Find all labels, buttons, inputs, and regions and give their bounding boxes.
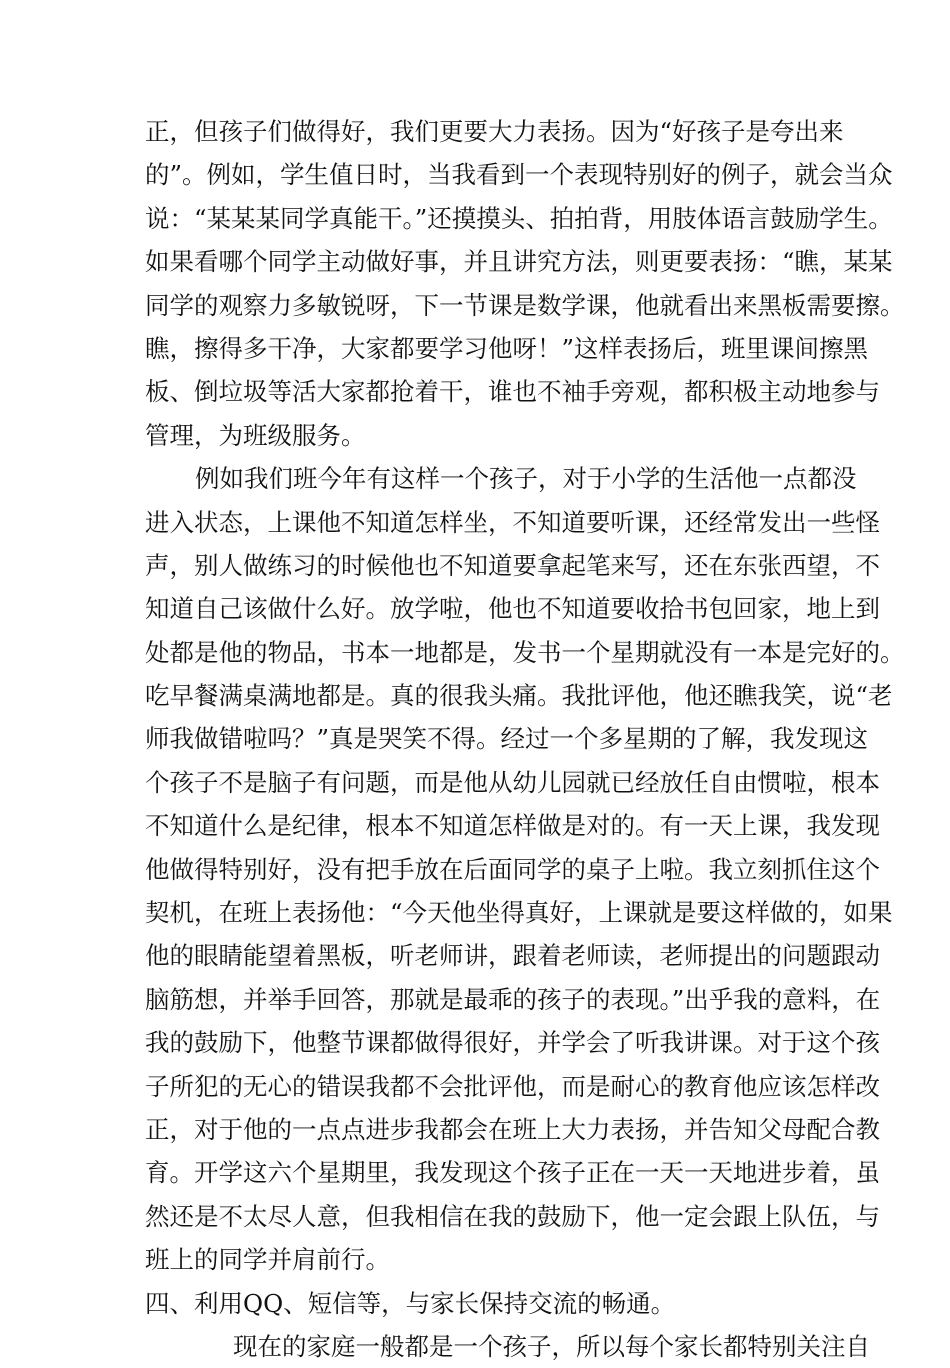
text-line: 知道自己该做什么好。放学啦，他也不知道要收拾书包回家，地上到 (145, 594, 880, 624)
text-line: 正，但孩子们做得好，我们更要大力表扬。因为“好孩子是夸出来 (145, 117, 844, 146)
text-line: 同学的观察力多敏锐呀，下一节课是数学课，他就看出来黑板需要擦。 (145, 290, 905, 320)
text-line: 声，别人做练习的时候他也不知道要拿起笔来写，还在东张西望，不 (145, 550, 880, 580)
text-line: 不知道什么是纪律，根本不知道怎样做是对的。有一天上课，我发现 (145, 811, 880, 841)
text-line: 瞧，擦得多干净，大家都要学习他呀！”这样表扬后，班里课间擦黑 (145, 333, 869, 363)
paragraph-praise-continued (145, 110, 905, 457)
heading-line: 四、利用QQ、短信等，与家长保持交流的畅通。 (145, 1288, 676, 1318)
text-line: 契机，在班上表扬他：“今天他坐得真好，上课就是要这样做的，如果 (145, 898, 893, 928)
text-line: 班上的同学并肩前行。 (145, 1245, 390, 1275)
document-body (145, 110, 905, 1368)
text-line: 他的眼睛能望着黑板，听老师讲，跟着老师读，老师提出的问题跟动 (145, 941, 880, 971)
text-line: 处都是他的物品，书本一地都是，发书一个星期就没有一本是完好的。 (145, 637, 905, 667)
text-line: 如果看哪个同学主动做好事，并且讲究方法，则更要表扬：“瞧，某某 (145, 247, 893, 277)
text-line: 吃早餐满桌满地都是。真的很我头痛。我批评他，他还瞧我笑，说“老 (145, 681, 893, 711)
paragraph-family-communication (145, 1325, 870, 1368)
text-line: 子所犯的无心的错误我都不会批评他，而是耐心的教育他应该怎样改 (145, 1071, 880, 1101)
text-line: 他做得特别好，没有把手放在后面同学的桌子上啦。我立刻抓住这个 (145, 854, 880, 884)
section-heading (145, 1282, 825, 1325)
text-line: 我的鼓励下，他整节课都做得很好，并学会了听我讲课。对于这个孩 (145, 1028, 880, 1058)
text-line: 育。开学这六个星期里，我发现这个孩子正在一天一天地进步着，虽 (145, 1158, 880, 1188)
text-line: 进入状态，上课他不知道怎样坐，不知道要听课，还经常发出一些怪 (145, 507, 880, 537)
text-line: 个孩子不是脑子有问题，而是他从幼儿园就已经放任自由惯啦，根本 (145, 767, 880, 797)
text-line: 正，对于他的一点点进步我都会在班上大力表扬，并告知父母配合教 (145, 1114, 880, 1144)
text-line: 现在的家庭一般都是一个孩子，所以每个家长都特别关注自 (233, 1331, 870, 1361)
text-line: 然还是不太尽人意，但我相信在我的鼓励下，他一定会跟上队伍，与 (145, 1201, 880, 1231)
text-line: 说：“某某某同学真能干。”还摸摸头、拍拍背，用肢体语言鼓励学生。 (145, 203, 893, 233)
text-line: 管理，为班级服务。 (145, 420, 366, 450)
text-line: 板、倒垃圾等活大家都抢着干，谁也不袖手旁观，都积极主动地参与 (145, 377, 880, 407)
text-line: 例如我们班今年有这样一个孩子，对于小学的生活他一点都没 (195, 464, 857, 494)
text-line: 师我做错啦吗？”真是哭笑不得。经过一个多星期的了解，我发现这 (145, 724, 869, 754)
text-line: 脑筋想，并举手回答，那就是最乖的孩子的表现。”出乎我的意料，在 (145, 984, 881, 1014)
text-line: 的”。例如，学生值日时，当我看到一个表现特别好的例子，就会当众 (145, 160, 893, 190)
paragraph-example-child (145, 457, 905, 1281)
